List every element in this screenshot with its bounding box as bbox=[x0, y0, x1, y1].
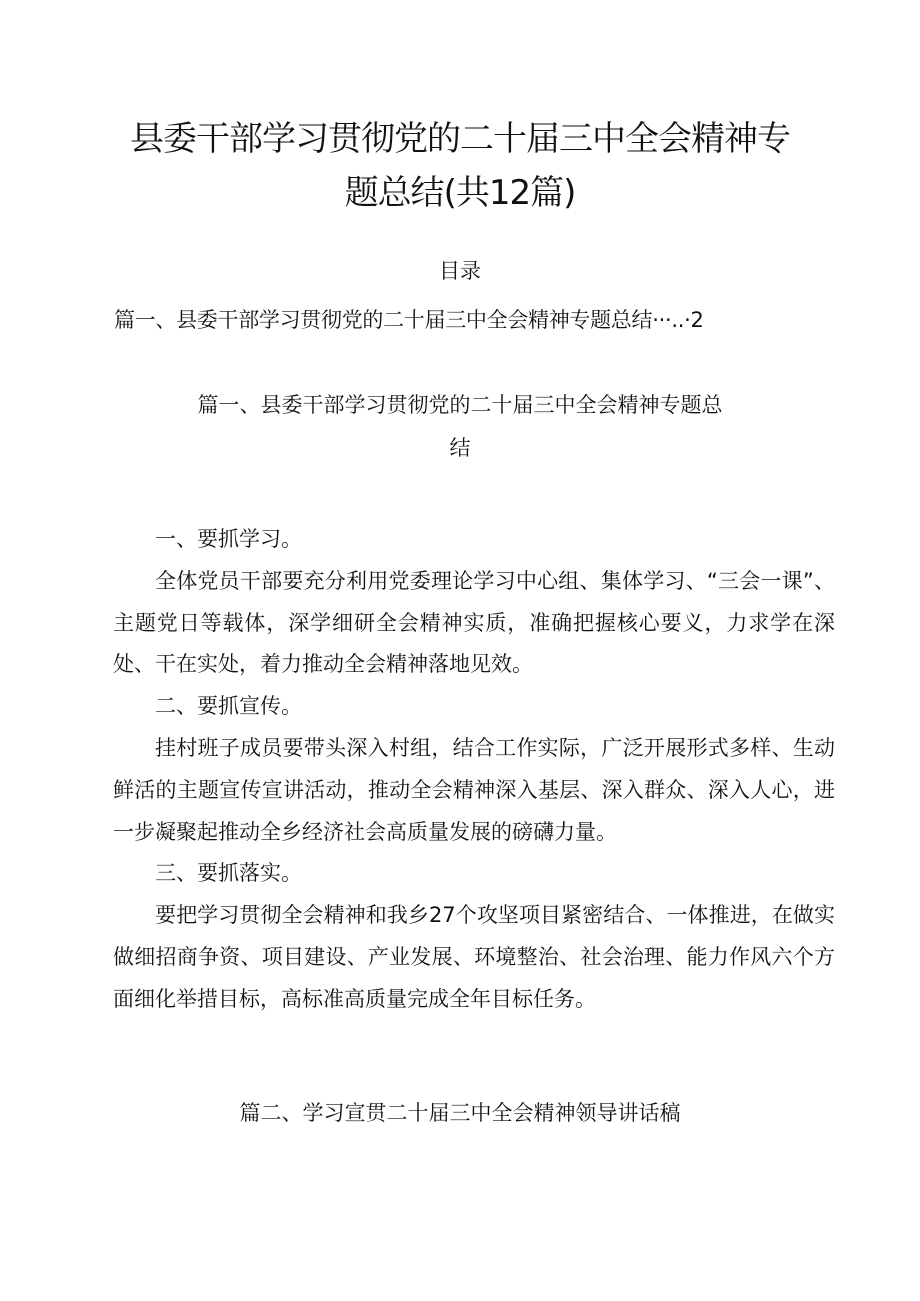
section-2-title: 篇二、学习宣贯二十届三中全会精神领导讲话稿 bbox=[239, 1101, 681, 1125]
paragraph-publicity: 挂村班子成员要带头深入村组，结合工作实际，广泛开展形式多样、生动鲜活的主题宣传宣讲活动，推动全会精神深入基层、深入群众、深入人心，进一步凝聚起推动全乡经济社会高质量发展的磅礴力量。 bbox=[113, 735, 835, 844]
toc-heading: 目录 bbox=[439, 259, 481, 283]
paragraph-implementation: 要把学习贯彻全会精神和我乡27个攻坚项目紧密结合、一体推进，在做实做细招商争资、项目建设、产业发展、环境整治、社会治理、能力作风六个方面细化举措目标，高标准高质量完成全年目标任务。 bbox=[113, 903, 835, 1011]
document-title-line-1: 县委干部学习贯彻党的二十届三中全会精神专 bbox=[130, 119, 790, 159]
subheading-study: 一、要抓学习。 bbox=[155, 527, 302, 551]
document-title-line-2: 题总结(共12篇) bbox=[344, 173, 576, 213]
section-1-title-line-2: 结 bbox=[449, 436, 471, 460]
subheading-publicity: 二、要抓宣传。 bbox=[155, 694, 302, 719]
section-1-body bbox=[113, 519, 835, 1021]
paragraph-study: 全体党员干部要充分利用党委理论学习中心组、集体学习、“三会一课”、主题党日等载体，深学细研全会精神实质，准确把握核心要义，力求学在深处、干在实处，着力推动全会精神落地见效。 bbox=[113, 568, 835, 677]
section-1-title-line-1: 篇一、县委干部学习贯彻党的二十届三中全会精神专题总 bbox=[197, 393, 723, 417]
subheading-implementation: 三、要抓落实。 bbox=[155, 861, 302, 886]
toc-entry[interactable]: 篇一、县委干部学习贯彻党的二十届三中全会精神专题总结···..·2 bbox=[114, 308, 704, 332]
